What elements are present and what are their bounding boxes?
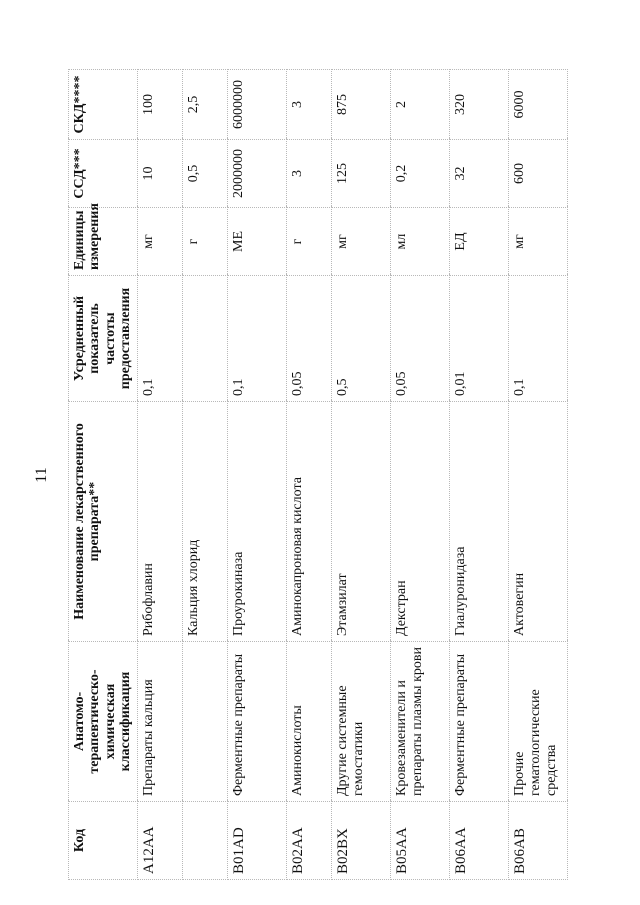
- cell-ssd: 32: [449, 140, 508, 208]
- cell-skd: 2,5: [182, 70, 227, 140]
- cell-skd: 3: [286, 70, 331, 140]
- cell-units: мг: [137, 208, 182, 276]
- cell-ssd: 2000000: [227, 140, 286, 208]
- cell-frequency: 0,1: [137, 276, 182, 402]
- cell-code: B06AB: [508, 802, 567, 880]
- cell-code: B02BX: [331, 802, 390, 880]
- cell-frequency: 0,05: [286, 276, 331, 402]
- cell-skd: 875: [331, 70, 390, 140]
- table-row: [182, 70, 227, 880]
- cell-skd: 320: [449, 70, 508, 140]
- cell-atc: Ферментные препараты: [449, 642, 508, 802]
- page-number: 11: [33, 467, 50, 483]
- cell-units: г: [286, 208, 331, 276]
- cell-units: МЕ: [227, 208, 286, 276]
- cell-frequency: 0,1: [227, 276, 286, 402]
- cell-frequency: [182, 276, 227, 402]
- table-row: [137, 70, 182, 880]
- header-frequency: Усредненный показатель частоты предоставления: [69, 276, 138, 402]
- header-units: Единицы измерения: [69, 208, 138, 276]
- cell-drug: Кальция хлорид: [182, 402, 227, 642]
- header-atc: Анатомо-терапевтическо-химическая классификация: [69, 642, 138, 802]
- cell-code: B05AA: [390, 802, 449, 880]
- header-row: [69, 70, 138, 880]
- cell-frequency: 0,05: [390, 276, 449, 402]
- cell-atc: Кровезаменители и препараты плазмы крови: [390, 642, 449, 802]
- cell-drug: Актовегин: [508, 402, 567, 642]
- cell-ssd: 3: [286, 140, 331, 208]
- table-row: [508, 70, 567, 880]
- cell-frequency: 0,5: [331, 276, 390, 402]
- cell-atc: Препараты кальция: [137, 642, 182, 802]
- cell-frequency: 0,1: [508, 276, 567, 402]
- cell-drug: Проурокиназа: [227, 402, 286, 642]
- cell-code: [182, 802, 227, 880]
- cell-atc: Прочие гематологические средства: [508, 642, 567, 802]
- table-row: [286, 70, 331, 880]
- rotated-table-container: [68, 70, 558, 880]
- cell-atc: Ферментные препараты: [227, 642, 286, 802]
- cell-drug: Рибофлавин: [137, 402, 182, 642]
- drug-table: [68, 69, 568, 880]
- cell-skd: 6000: [508, 70, 567, 140]
- cell-drug: Аминокапроновая кислота: [286, 402, 331, 642]
- header-drug: Наименование лекарственного препарата**: [69, 402, 138, 642]
- cell-skd: 2: [390, 70, 449, 140]
- cell-frequency: 0,01: [449, 276, 508, 402]
- cell-drug: Гиалуронидаза: [449, 402, 508, 642]
- table-row: [227, 70, 286, 880]
- cell-atc: [182, 642, 227, 802]
- cell-units: ЕД: [449, 208, 508, 276]
- cell-skd: 6000000: [227, 70, 286, 140]
- header-skd: СКД****: [69, 70, 138, 140]
- cell-code: B01AD: [227, 802, 286, 880]
- cell-atc: Другие системные гемостатики: [331, 642, 390, 802]
- header-ssd: ССД***: [69, 140, 138, 208]
- cell-code: A12AA: [137, 802, 182, 880]
- cell-units: мг: [331, 208, 390, 276]
- cell-units: г: [182, 208, 227, 276]
- header-code: Код: [69, 802, 138, 880]
- cell-drug: Декстран: [390, 402, 449, 642]
- cell-atc: Аминокислоты: [286, 642, 331, 802]
- cell-drug: Этамзилат: [331, 402, 390, 642]
- cell-units: мл: [390, 208, 449, 276]
- cell-skd: 100: [137, 70, 182, 140]
- cell-ssd: 0,2: [390, 140, 449, 208]
- cell-code: B02AA: [286, 802, 331, 880]
- table-row: [331, 70, 390, 880]
- cell-code: B06AA: [449, 802, 508, 880]
- cell-ssd: 10: [137, 140, 182, 208]
- table-row: [390, 70, 449, 880]
- cell-ssd: 125: [331, 140, 390, 208]
- cell-units: мг: [508, 208, 567, 276]
- cell-ssd: 600: [508, 140, 567, 208]
- cell-ssd: 0,5: [182, 140, 227, 208]
- table-row: [449, 70, 508, 880]
